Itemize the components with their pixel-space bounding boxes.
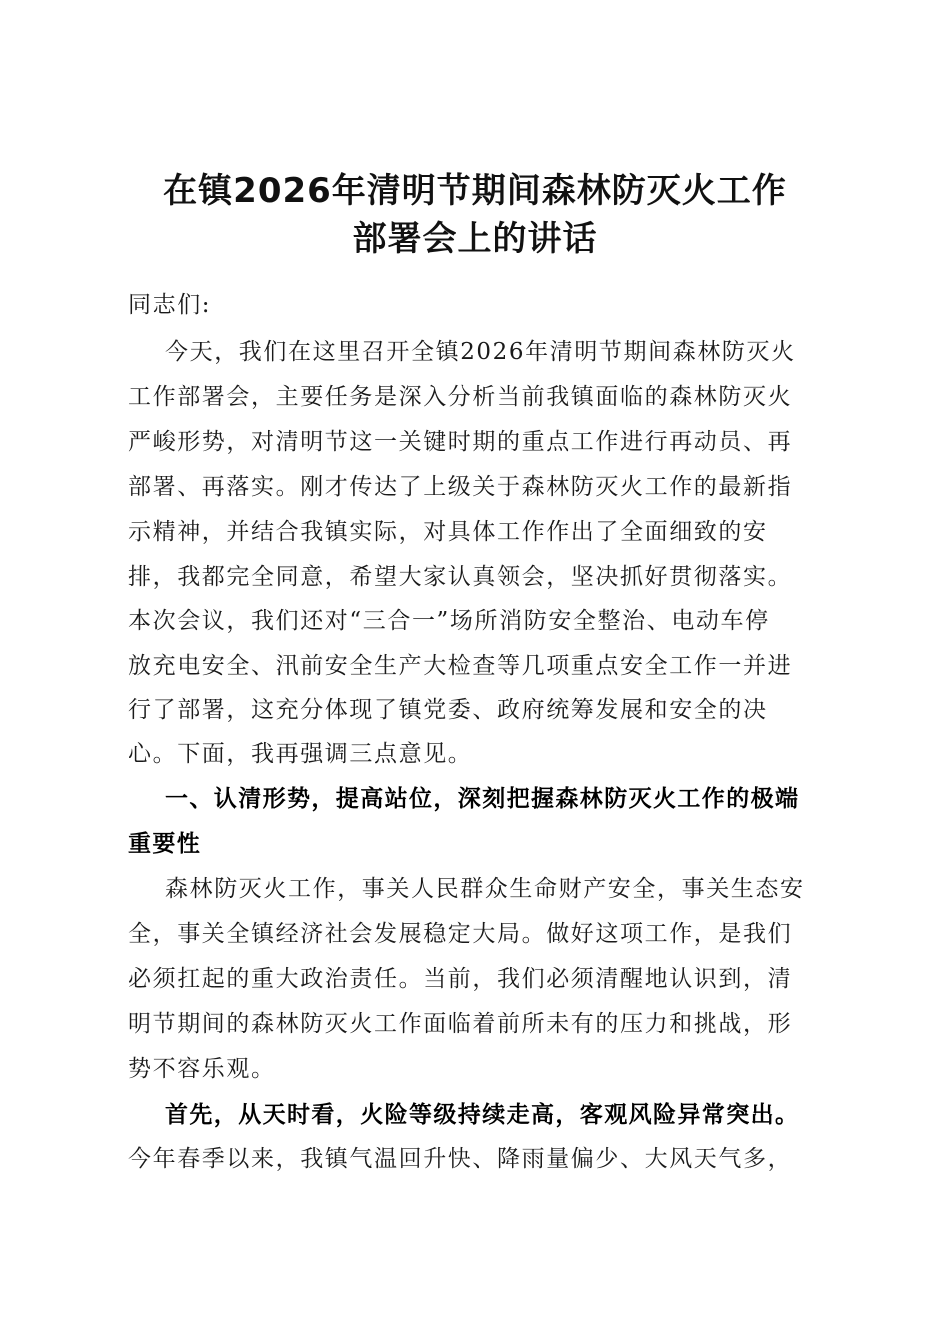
salutation: 同志们: [128,292,212,318]
paragraph-line: 心。下面，我再强调三点意见。 [128,741,473,767]
paragraph-line: 必须扛起的重大政治责任。当前，我们必须清醒地认识到，清 [128,966,793,992]
paragraph-line: 严峻形势，对清明节这一关键时期的重点工作进行再动员、再 [128,429,793,455]
paragraph-line: 全，事关全镇经济社会发展稳定大局。做好这项工作，是我们 [128,921,793,947]
paragraph-line: 森林防灭火工作，事关人民群众生命财产安全，事关生态安 [165,876,805,902]
section-heading-line: 一、认清形势，提高站位，深刻把握森林防灭火工作的极端 [165,785,800,812]
document-title-line-1: 在镇2026年清明节期间森林防灭火工作 [163,171,787,211]
paragraph-line: 部署、再落实。刚才传达了上级关于森林防灭火工作的最新指 [128,474,793,500]
paragraph-line: 排，我都完全同意，希望大家认真领会，坚决抓好贯彻落实。 [128,564,793,590]
paragraph-line: 今天，我们在这里召开全镇2026年清明节期间森林防灭火 [165,339,796,365]
document-title-line-2: 部署会上的讲话 [352,219,598,259]
paragraph-line: 放充电安全、汛前安全生产大检查等几项重点安全工作一并进 [128,653,793,679]
paragraph-line: 行了部署，这充分体现了镇党委、政府统筹发展和安全的决 [128,697,768,723]
section-heading-line: 重要性 [128,830,202,857]
paragraph-line: 示精神，并结合我镇实际，对具体工作作出了全面细致的安 [128,519,768,545]
paragraph-line: 势不容乐观。 [128,1056,276,1082]
paragraph-line: 本次会议，我们还对“三合一”场所消防安全整治、电动车停 [128,608,770,634]
paragraph-line: 明节期间的森林防灭火工作面临着前所未有的压力和挑战，形 [128,1011,793,1037]
emphasis-line: 首先，从天时看，火险等级持续走高，客观风险异常突出。 [165,1101,800,1128]
paragraph-line: 今年春季以来，我镇气温回升快、降雨量偏少、大风天气多， [128,1146,793,1172]
paragraph-line: 工作部署会，主要任务是深入分析当前我镇面临的森林防灭火 [128,384,793,410]
